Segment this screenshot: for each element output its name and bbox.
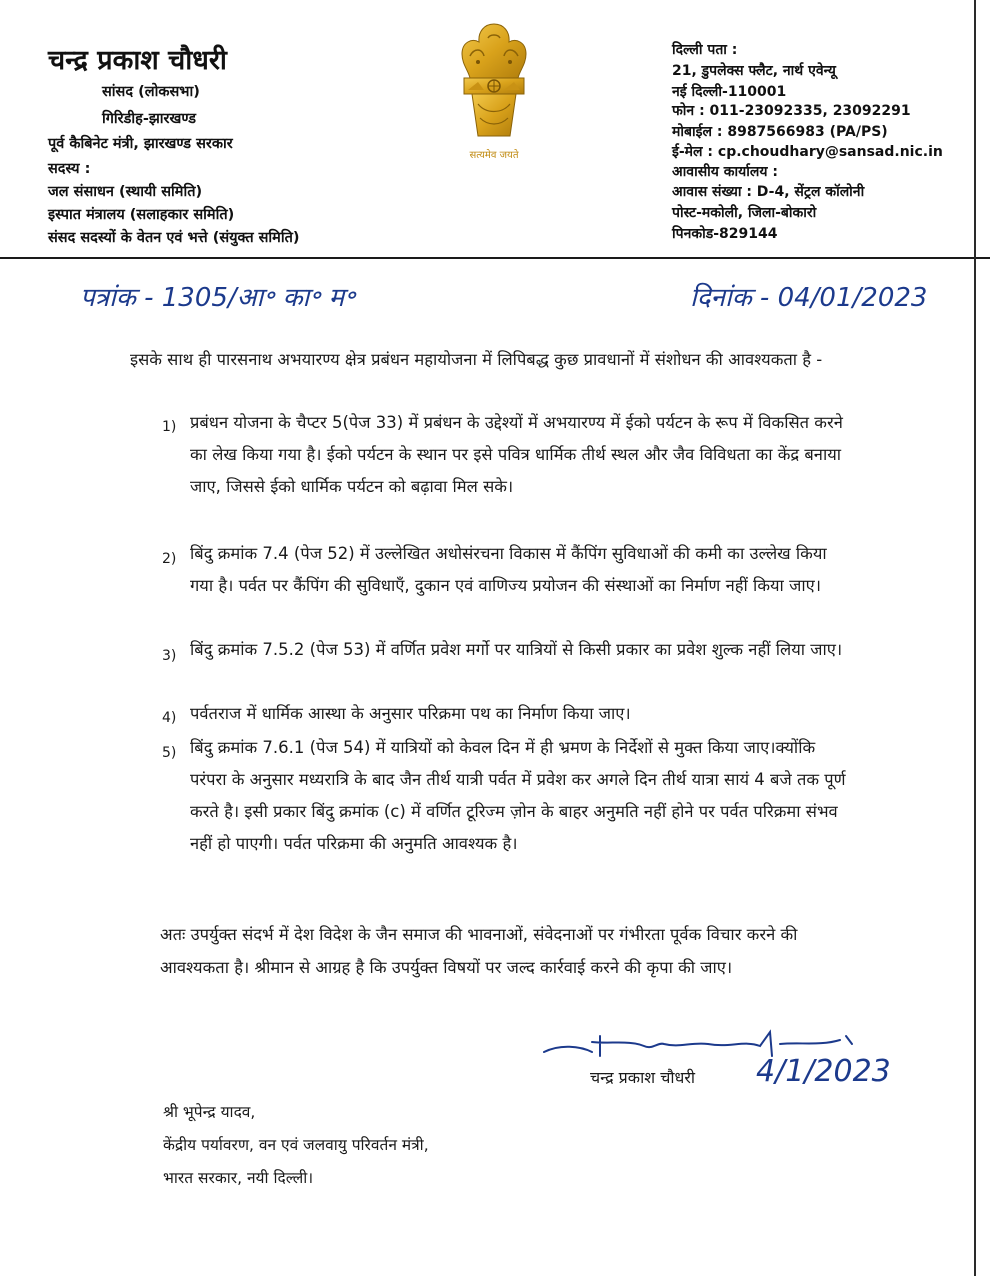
addressee-name: श्री भूपेन्द्र यादव, — [163, 1103, 256, 1121]
item-1-number: 1) — [162, 419, 177, 435]
delhi-address-line-1: 21, डुपलेक्स फ्लैट, नार्थ एवेन्यू — [672, 63, 836, 79]
committee-2: इस्पात मंत्रालय (सलाहकार समिति) — [48, 207, 235, 223]
letter-number: पत्रांक - 1305/आ॰ का॰ म॰ — [80, 283, 356, 313]
email: ई-मेल : cp.choudhary@sansad.nic.in — [672, 144, 943, 160]
residential-office-label: आवासीय कार्यालय : — [672, 164, 779, 180]
sender-constituency: गिरिडीह-झारखण्ड — [102, 111, 196, 127]
item-3-text: बिंदु क्रमांक 7.5.2 (पेज 53) में वर्णित प्रवेश मर्गो पर यात्रियों से किसी प्रकार का प्रवेश शुल्क नहीं लिया जाए। — [190, 640, 843, 659]
item-2-text: बिंदु क्रमांक 7.4 (पेज 52) में उल्लेखित अधोसंरचना विकास में कैंपिंग सुविधाओं की कमी का उल्लेख किया गया है। पर्वत पर कैंपिंग की सुविधाएँ, दुकान एवं वाणिज्य प्रयोजन की संस्थाओं का निर्माण नहीं किया जाए। — [190, 544, 827, 595]
item-4-number: 4) — [162, 710, 177, 726]
committee-1: जल संसाधन (स्थायी समिति) — [48, 184, 203, 200]
mobile: मोबाईल : 8987566983 (PA/PS) — [672, 124, 888, 140]
member-label: सदस्य : — [48, 161, 91, 177]
signature-date: 4/1/2023 — [756, 1054, 891, 1089]
residential-address-line-1: आवास संख्या : D-4, सेंट्रल कॉलोनी — [672, 184, 865, 200]
item-5-number: 5) — [162, 745, 177, 761]
sender-former-post: पूर्व कैबिनेट मंत्री, झारखण्ड सरकार — [48, 136, 233, 152]
page-edge — [974, 0, 976, 1276]
intro-paragraph: इसके साथ ही पारसनाथ अभयारण्य क्षेत्र प्रबंधन महायोजना में लिपिबद्ध कुछ प्रावधानों में संशोधन की आवश्यकता है - — [130, 350, 823, 369]
sender-name: चन्द्र प्रकाश चौधरी — [48, 45, 227, 76]
sender-designation: सांसद (लोकसभा) — [102, 84, 200, 100]
item-2-number: 2) — [162, 551, 177, 567]
emblem-caption: सत्यमेव जयते — [469, 150, 519, 161]
item-1-text: प्रबंधन योजना के चैप्टर 5(पेज 33) में प्रबंधन के उद्देश्यों में अभयारण्य में ईको पर्यटन के रूप में विकसित करने का लेख किया गया है। ईको पर्यटन के स्थान पर इसे पवित्र धार्मिक तीर्थ स्थल और जैव विविधता का केंद्र बनाया जाए, जिससे ईको धार्मिक पर्यटन को बढ़ावा मिल सके। — [190, 413, 843, 496]
national-emblem-icon — [448, 18, 540, 168]
delhi-address-label: दिल्ली पता : — [672, 42, 738, 58]
addressee-designation: केंद्रीय पर्यावरण, वन एवं जलवायु परिवर्तन मंत्री, — [163, 1136, 429, 1154]
delhi-address-line-2: नई दिल्ली-110001 — [672, 84, 787, 100]
residential-address-line-2: पोस्ट-मकोली, जिला-बोकारो — [672, 205, 817, 221]
addressee-location: भारत सरकार, नयी दिल्ली। — [163, 1169, 314, 1187]
pincode: पिनकोड-829144 — [672, 226, 778, 242]
item-4-text: पर्वतराज में धार्मिक आस्था के अनुसार परिक्रमा पथ का निर्माण किया जाए। — [190, 704, 631, 723]
item-5-text: बिंदु क्रमांक 7.6.1 (पेज 54) में यात्रियों को केवल दिन में ही भ्रमण के निर्देशों से मुक्त किया जाए।क्योंकि परंपरा के अनुसार मध्यरात्रि के बाद जैन तीर्थ यात्री पर्वत में प्रवेश कर अगले दिन तीर्थ यात्रा सायं 4 बजे तक पूर्ण करते है। इसी प्रकार बिंदु क्रमांक (c) में वर्णित टूरिज्म ज़ोन के बाहर अनुमति नहीं होने पर पर्वत परिक्रमा संभव नहीं हो पाएगी। पर्वत परिक्रमा की अनुमति आवश्यक है। — [190, 738, 846, 853]
phone: फोन : 011-23092335, 23092291 — [672, 103, 911, 119]
letter-date: दिनांक - 04/01/2023 — [690, 283, 928, 313]
header-divider — [0, 257, 990, 259]
committee-3: संसद सदस्यों के वेतन एवं भत्ते (संयुक्त समिति) — [48, 230, 300, 246]
signatory-name: चन्द्र प्रकाश चौधरी — [590, 1068, 696, 1087]
item-3-number: 3) — [162, 648, 177, 664]
closing-paragraph: अतः उपर्युक्त संदर्भ में देश विदेश के जैन समाज की भावनाओं, संवेदनाओं पर गंभीरता पूर्वक विचार करने की आवश्यकता है। श्रीमान से आग्रह है कि उपर्युक्त विषयों पर जल्द कार्रवाई करने की कृपा की जाए। — [160, 925, 798, 977]
